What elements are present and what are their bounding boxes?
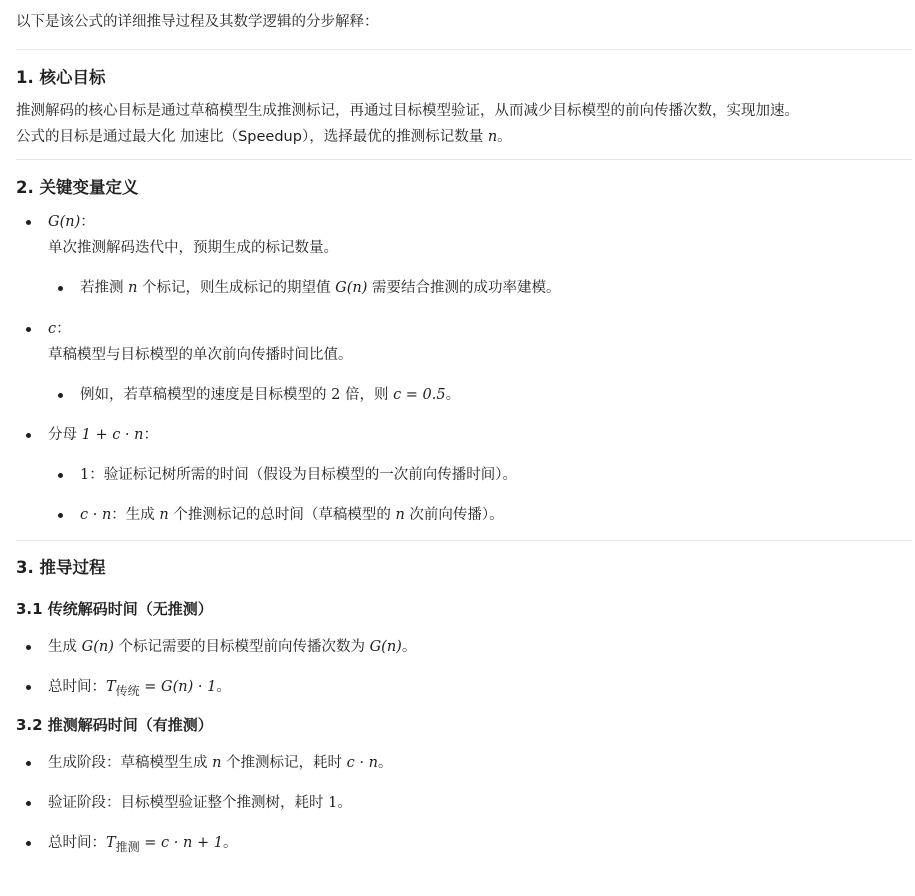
text: 。 <box>222 835 238 851</box>
equation: = c · n + 1 <box>139 835 223 851</box>
colon: ： <box>80 214 95 230</box>
var-n: n <box>395 507 405 523</box>
text: 若推测 <box>80 280 129 296</box>
section-heading: 1. 核心目标 <box>16 68 106 87</box>
list-item <box>16 674 912 700</box>
equation: c = 0.5 <box>393 387 446 403</box>
text: 。 <box>401 639 417 655</box>
text: 次前向传播）。 <box>404 507 504 523</box>
list-item <box>16 209 912 235</box>
text: 个标记，则生成标记的期望值 <box>137 280 336 296</box>
list-item-c <box>16 316 912 408</box>
var-n: n <box>128 280 138 296</box>
list-item <box>16 502 912 528</box>
goal-text-line2: 公式的目标是通过最大化 加速比（Speedup），选择最优的推测标记数量 <box>16 129 488 145</box>
list-item <box>16 750 912 776</box>
symbol-c: c <box>48 321 57 337</box>
list-item <box>16 830 912 856</box>
symbol-t: T <box>106 835 116 851</box>
colon: ： <box>56 321 71 337</box>
number: 1 <box>328 795 338 811</box>
subscript: 推测 <box>115 840 140 854</box>
text: 个推测标记的总时间（草稿模型的 <box>168 507 396 523</box>
text: ：生成 <box>111 507 160 523</box>
text: 需要结合推测的成功率建模。 <box>367 280 561 296</box>
symbol-gn: G(n) <box>81 639 114 655</box>
subscript: 传统 <box>115 684 140 698</box>
list-item-denominator <box>16 422 912 528</box>
text: 生成 <box>48 639 82 655</box>
goal-text-line1: 推测解码的核心目标是通过草稿模型生成推测标记，再通过目标模型验证，从而减少目标模型的前向传播次数，实现加速。 <box>16 103 799 119</box>
c-description: 草稿模型与目标模型的单次前向传播时间比值。 <box>48 347 353 363</box>
var-n: n <box>212 755 222 771</box>
section-heading: 2. 关键变量定义 <box>16 178 139 197</box>
section-heading: 3. 推导过程 <box>16 558 106 577</box>
text: 。 <box>337 795 352 811</box>
text: 倍，则 <box>340 387 394 403</box>
text: 验证阶段：目标模型验证整个推测树，耗时 <box>48 795 329 811</box>
list-item <box>16 634 912 660</box>
list-item <box>16 422 912 448</box>
text: 总时间： <box>48 835 106 851</box>
symbol-gn: G(n) <box>48 214 81 230</box>
text: 例如，若草稿模型的速度是目标模型的 <box>80 387 332 403</box>
list-item <box>16 382 912 408</box>
period: 。 <box>497 129 512 145</box>
section-derivation <box>16 541 912 856</box>
text: 。 <box>377 755 393 771</box>
symbol-gn: G(n) <box>369 639 402 655</box>
symbol-gn: G(n) <box>335 280 368 296</box>
text: ：验证标记树所需的时间（假设为目标模型的一次前向传播时间）。 <box>89 467 517 483</box>
gn-description: 单次推测解码迭代中，预期生成的标记数量。 <box>48 240 338 256</box>
text: 。 <box>216 679 231 695</box>
symbol-t: T <box>106 679 116 695</box>
section-variable-definitions <box>16 160 912 528</box>
text: 分母 <box>48 427 82 443</box>
list-item <box>16 462 912 488</box>
text: 生成阶段：草稿模型生成 <box>48 755 213 771</box>
colon: ： <box>143 427 158 443</box>
text: 总时间： <box>48 679 106 695</box>
text: 个标记需要的目标模型前向传播次数为 <box>113 639 370 655</box>
text: 个推测标记，耗时 <box>221 755 347 771</box>
subsection-heading: 3.1 传统解码时间（无推测） <box>16 600 213 618</box>
var-n: n <box>159 507 169 523</box>
list-item <box>16 790 912 816</box>
goal-paragraph <box>16 98 912 150</box>
symbol-cn: c · n <box>346 755 378 771</box>
subsection-heading: 3.2 推测解码时间（有推测） <box>16 716 213 734</box>
number: 2 <box>331 387 341 403</box>
equation: = G(n) · 1 <box>139 679 217 695</box>
number: 1 <box>80 467 90 483</box>
symbol-denominator: 1 + c · n <box>81 427 144 443</box>
document-body <box>16 0 912 856</box>
var-n: n <box>487 129 498 145</box>
list-item <box>16 316 912 342</box>
intro-text: 以下是该公式的详细推导过程及其数学逻辑的分步解释： <box>16 14 379 30</box>
list-item <box>16 275 912 301</box>
text: 。 <box>445 387 461 403</box>
symbol-cn: c · n <box>80 507 112 523</box>
list-item-gn <box>16 209 912 301</box>
section-core-goal <box>16 50 912 150</box>
